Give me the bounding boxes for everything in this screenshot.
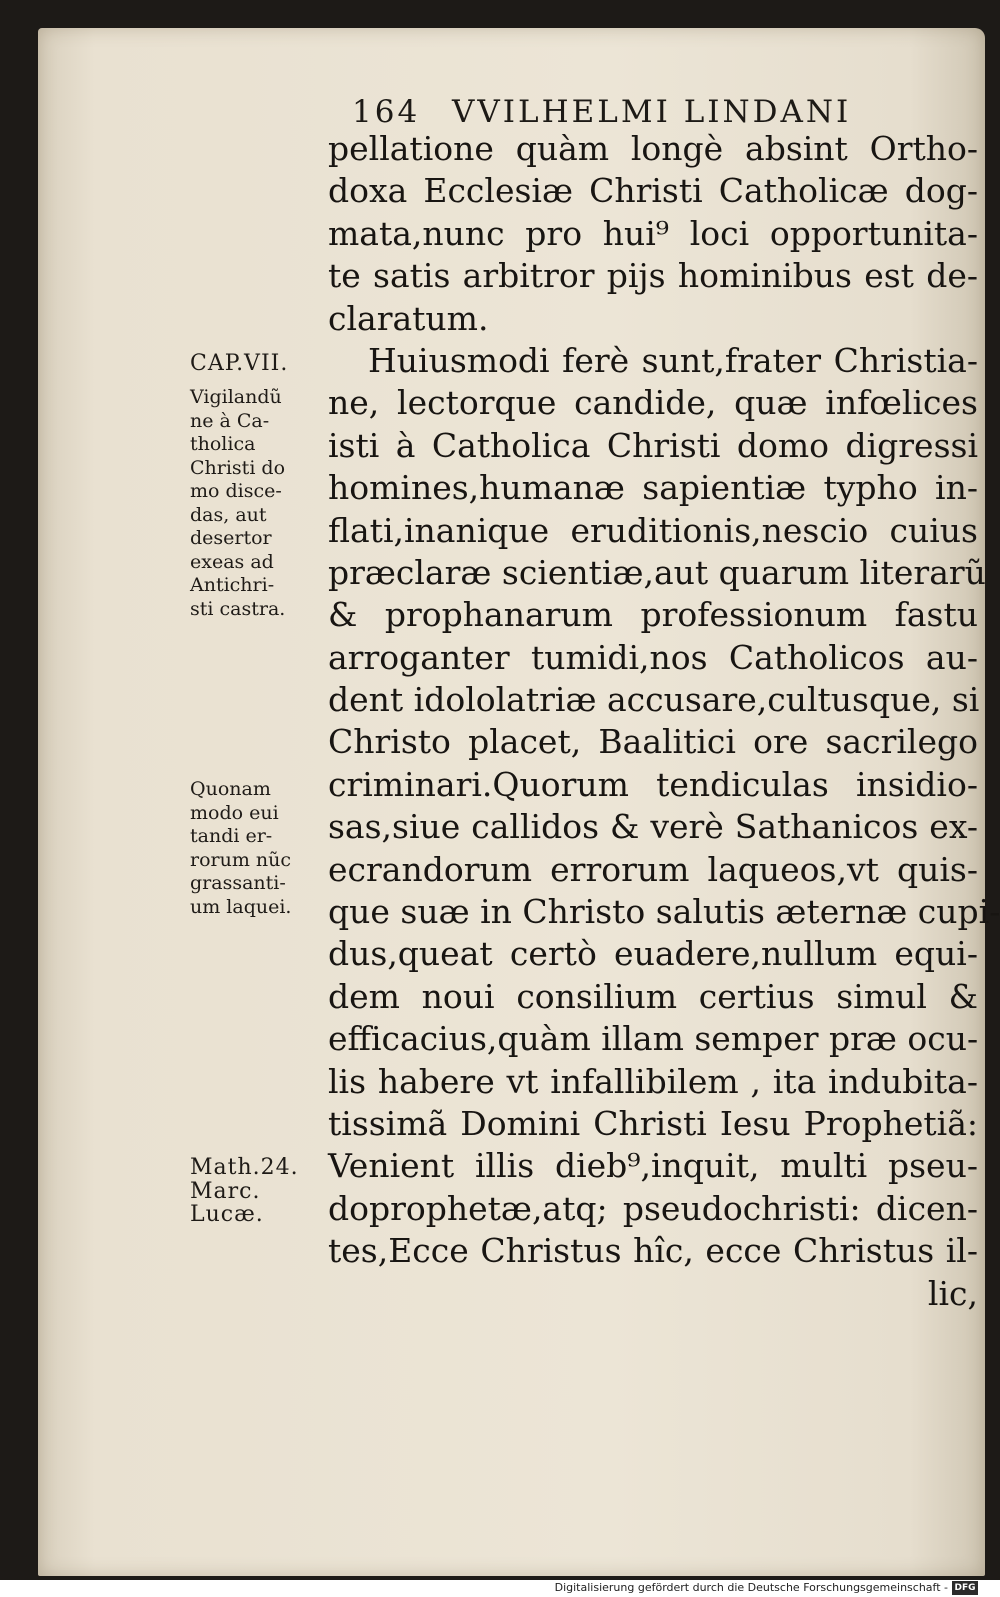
running-header: [352, 94, 912, 130]
margin-note-references: [190, 1156, 330, 1227]
text-line: Venient illis dieb⁹,inquit, multi pseu-: [328, 1146, 978, 1186]
margin-note-vigilandum: [190, 386, 330, 621]
margin-line: modo eui: [190, 801, 279, 824]
digitization-credit: Digitalisierung gefördert durch die Deutsche Forschungsgemeinschaft -: [554, 1581, 948, 1594]
margin-chapter-heading: [190, 352, 330, 376]
margin-line: tholica: [190, 433, 256, 455]
text-line: dent idololatriæ accusare,cultusque, si: [328, 680, 980, 720]
margin-line: um laquei.: [190, 895, 292, 918]
margin-line: Christi do: [190, 456, 286, 479]
margin-line: Math.24.: [190, 1155, 299, 1180]
margin-line: rorum nũc: [190, 848, 292, 871]
text-line: te satis arbitror pijs hominibus est de-: [328, 256, 978, 296]
text-line: criminari.Quorum tendiculas insidio-: [328, 764, 978, 804]
margin-line: desertor: [190, 527, 272, 549]
margin-line: Quonam: [190, 778, 271, 800]
text-line: homines,humanæ sapientiæ typho in-: [328, 468, 978, 508]
text-line: lis habere vt infallibilem , ita indubita-: [328, 1061, 978, 1101]
main-text-block: [328, 128, 1000, 1315]
chapter-label: CAP.VII.: [190, 351, 289, 376]
margin-line: ne à Ca-: [190, 409, 270, 432]
running-title: VVILHELMI LINDANI: [452, 94, 852, 130]
text-line: Christo placet, Baalitici ore sacrilego: [328, 722, 978, 762]
text-line: ecrandorum errorum laqueos,vt quis-: [328, 849, 978, 889]
text-line: & prophanarum professionum fastu: [328, 595, 978, 635]
text-line: ne, lectorque candide, quæ infœlices: [328, 383, 978, 423]
text-line: Huiusmodi ferè sunt,frater Christia-: [368, 340, 978, 380]
text-line: dus,queat certò euadere,nullum equi-: [328, 934, 978, 974]
text-line: que suæ in Christo salutis æternæ cupi-: [328, 892, 1000, 932]
margin-line: tandi er-: [190, 825, 273, 847]
text-line: claratum.: [328, 298, 489, 338]
text-line: lic,: [927, 1273, 978, 1313]
margin-line: grassanti-: [190, 872, 286, 894]
text-line: doxa Ecclesiæ Christi Catholicæ dog-: [328, 171, 978, 211]
text-line: doprophetæ,atq; pseudochristi: dicen-: [328, 1188, 978, 1228]
text-line: efficacius,quàm illam semper præ ocu-: [328, 1019, 979, 1059]
margin-line: mo disce-: [190, 480, 282, 502]
text-line: arroganter tumidi,nos Catholicos au-: [328, 637, 978, 677]
text-line: tes,Ecce Christus hîc, ecce Christus il-: [328, 1231, 978, 1271]
text-line: isti à Catholica Christi domo digressi: [328, 425, 978, 465]
margin-line: exeas ad: [190, 550, 274, 573]
margin-line: Lucæ.: [190, 1202, 264, 1227]
margin-line: Antichri-: [190, 574, 275, 596]
margin-line: das, aut: [190, 503, 267, 526]
text-line: mata,nunc pro hui⁹ loci opportunita-: [328, 213, 978, 253]
text-line: dem noui consilium certius simul &: [328, 976, 978, 1016]
page-number: 164: [352, 94, 421, 130]
margin-line: Vigilandũ: [190, 386, 282, 408]
text-line: flati,inanique eruditionis,nescio cuius: [328, 510, 978, 550]
text-line: præclaræ scientiæ,aut quarum literarũ: [328, 552, 986, 592]
text-line: sas,siue callidos & verè Sathanicos ex-: [328, 807, 978, 847]
margin-line: sti castra.: [190, 597, 286, 620]
text-line: pellatione quàm longè absint Ortho-: [328, 129, 978, 168]
dfg-logo-icon: DFG: [952, 1581, 978, 1595]
text-line: tissimã Domini Christi Iesu Prophetiã:: [328, 1103, 978, 1143]
margin-line: Marc.: [190, 1178, 261, 1204]
margin-note-quonam: [190, 778, 330, 919]
